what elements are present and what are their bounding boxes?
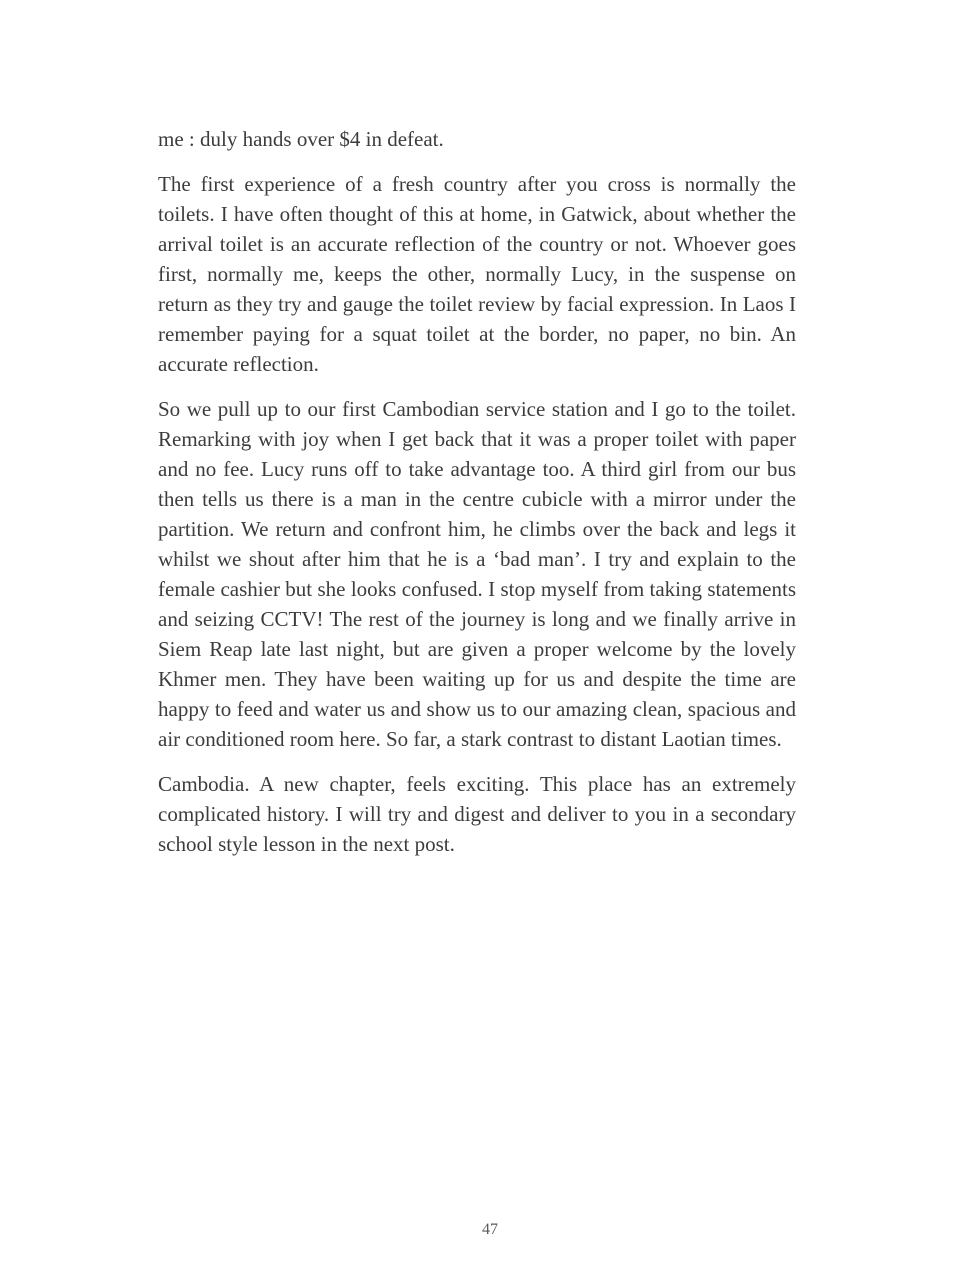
page-footer	[160, 1220, 820, 1240]
paragraph: Cambodia. A new chapter, feels exciting. This place has an extremely complicated history. I will try and digest and deliver to you in a secondary school style lesson in the next post.	[158, 772, 796, 856]
paragraph: The first experience of a fresh country after you cross is normally the toilets. I have often thought of this at home, in Gatwick, about whether the arrival toilet is an accurate reflection of the country or not. Whoever goes first, normally me, keeps the other, normally Lucy, in the suspense on return as they try and gauge the toilet review by facial expression. In Laos I remember paying for a squat toilet at the border, no paper, no bin. An accurate reflection.	[158, 172, 796, 376]
page-number: 47	[482, 1221, 498, 1238]
paragraph: me : duly hands over $4 in defeat.	[158, 127, 444, 151]
paragraph: So we pull up to our first Cambodian service station and I go to the toilet. Remarking with joy when I get back that it was a proper toilet with paper and no fee. Lucy runs off to take advantage too. A third girl from our bus then tells us there is a man in the centre cubicle with a mirror under the partition. We return and confront him, he climbs over the back and legs it whilst we shout after him that he is a ‘bad man’. I try and explain to the female cashier but she looks confused. I stop myself from taking statements and seizing CCTV! The rest of the journey is long and we finally arrive in Siem Reap late last night, but are given a proper welcome by the lovely Khmer men. They have been waiting up for us and despite the time are happy to feed and water us and show us to our amazing clean, spacious and air conditioned room here. So far, a stark contrast to distant Laotian times.	[158, 397, 796, 751]
page-text-block	[158, 124, 796, 859]
